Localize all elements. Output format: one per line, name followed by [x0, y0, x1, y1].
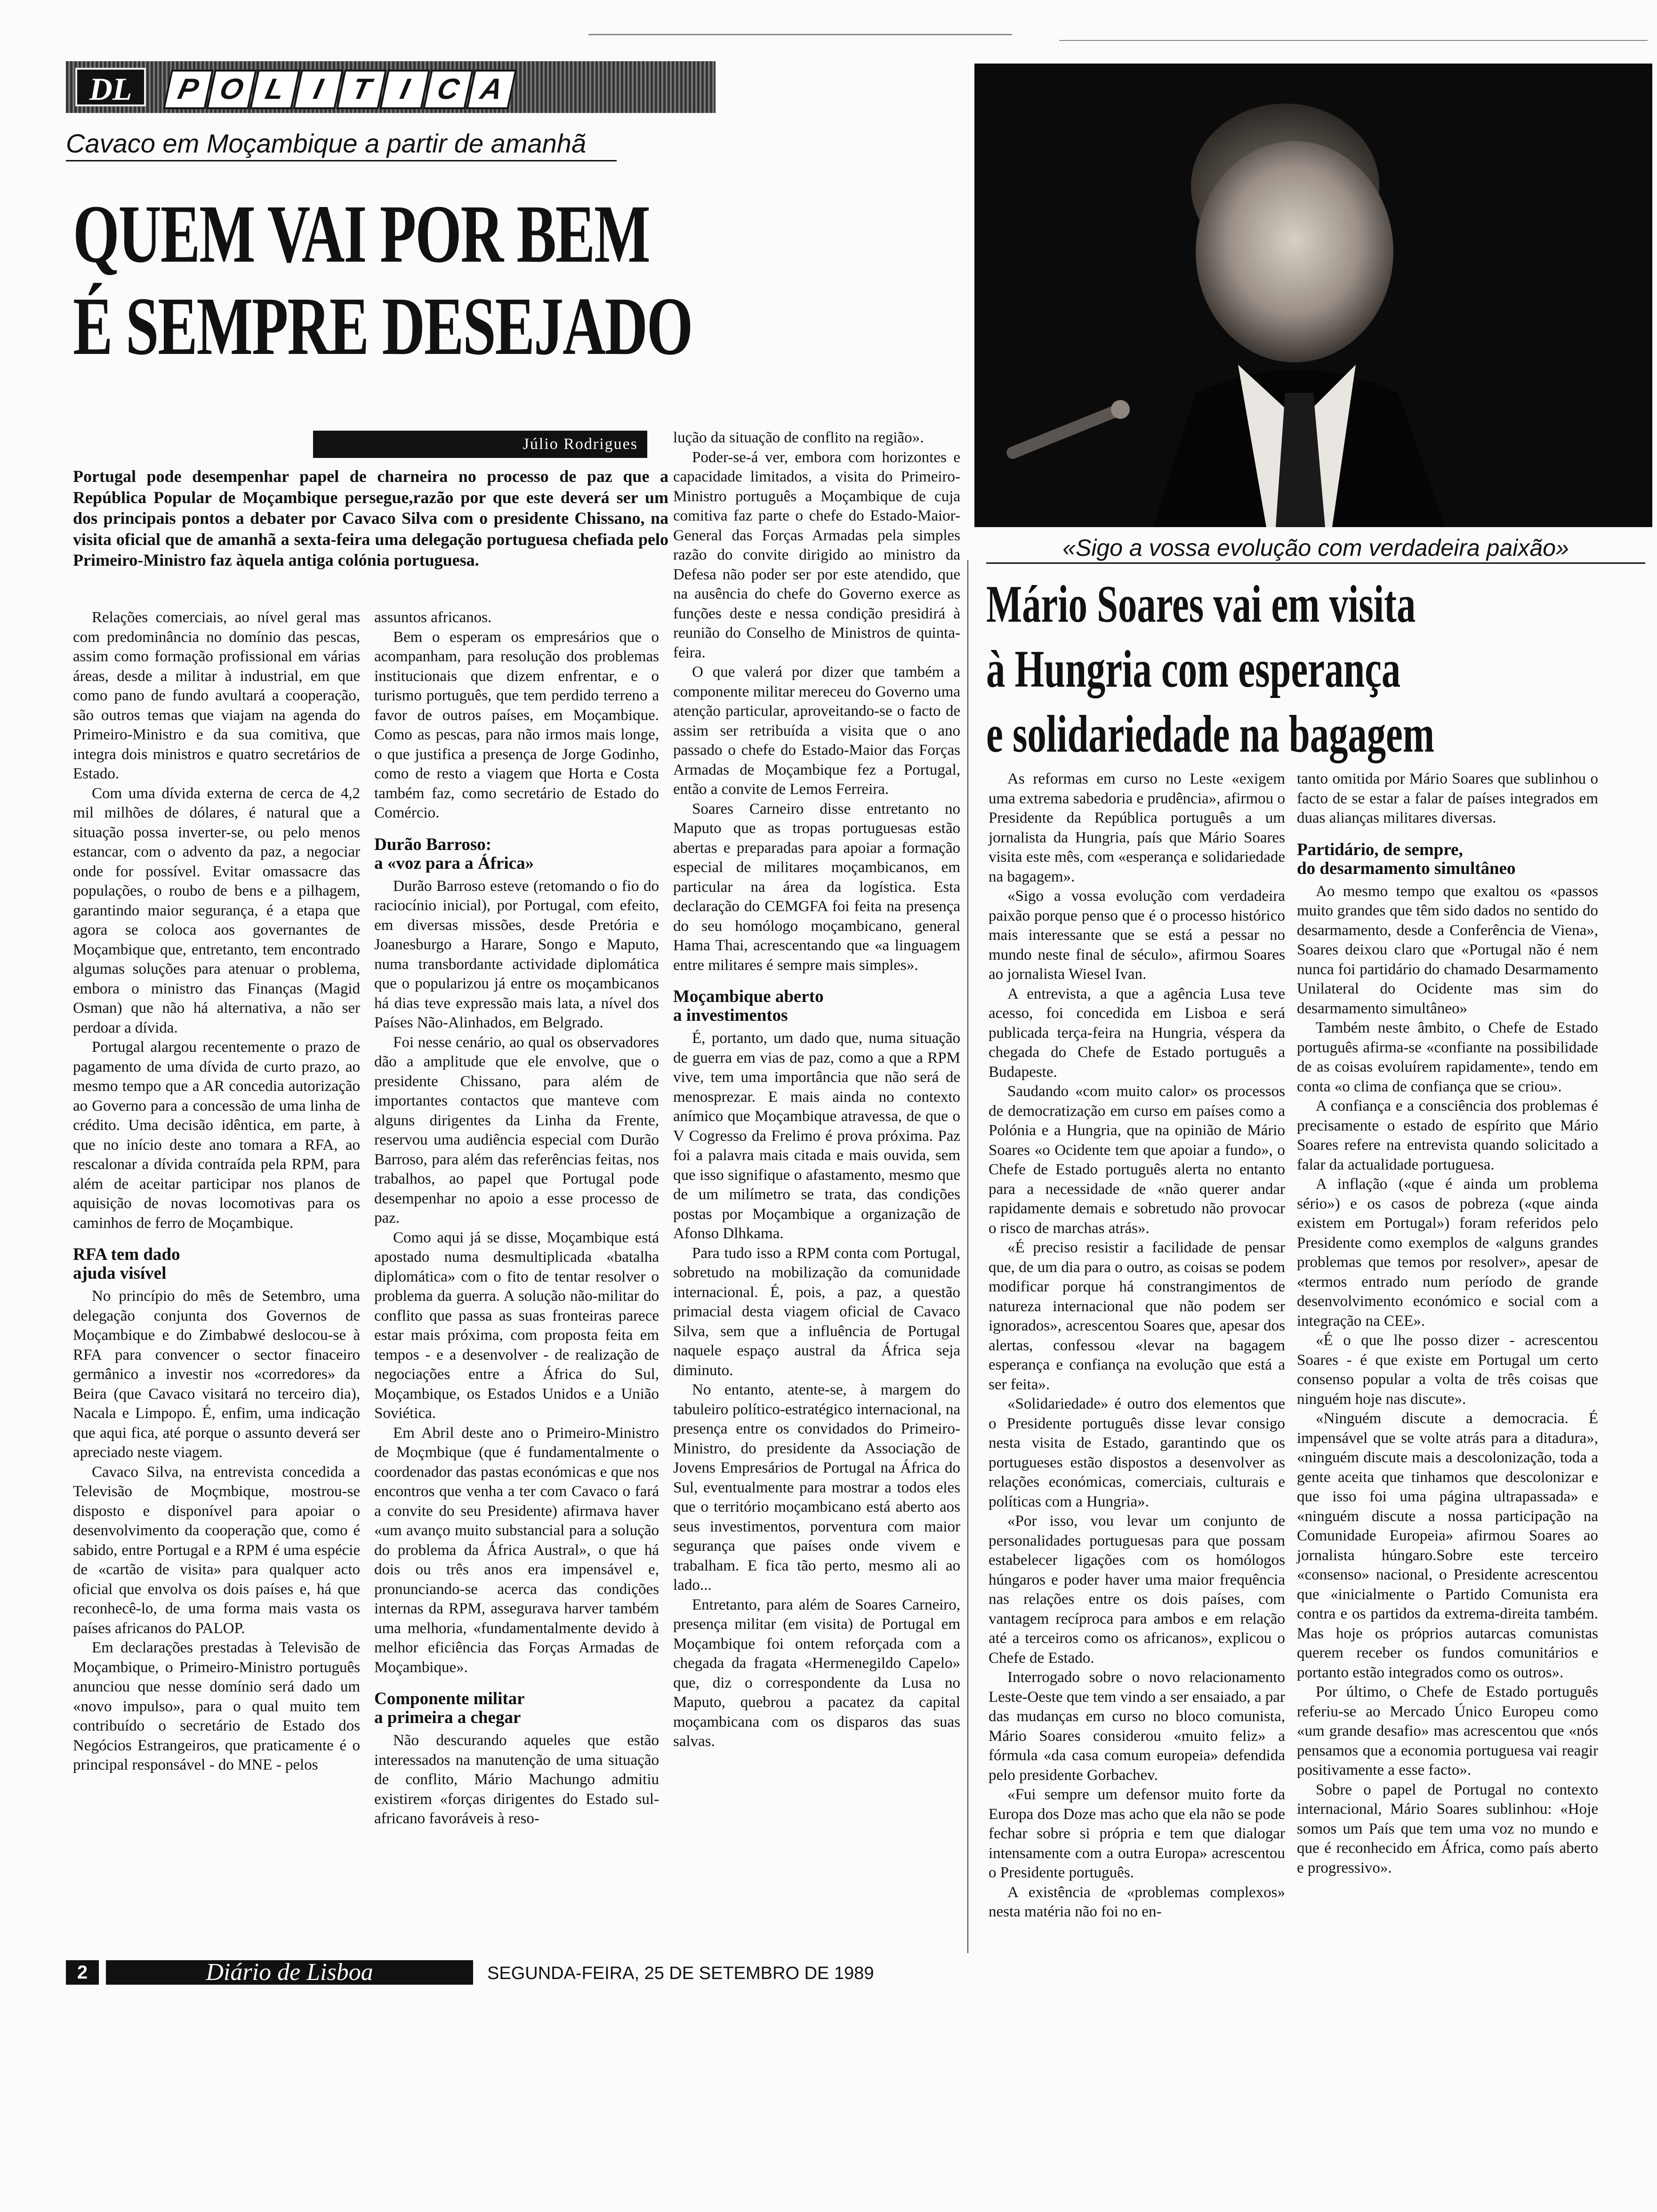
subheading-line: do desarmamento simultâneo — [1297, 858, 1516, 878]
subheading-line: Moçambique aberto — [673, 987, 824, 1006]
headline-line: QUEM VAI POR BEM — [73, 188, 650, 280]
subheading-line: a «voz para a África» — [374, 853, 534, 873]
page-footer — [66, 1959, 874, 1986]
paragraph: As reformas em curso no Leste «exigem uma extrema sabedoria e prudência», afirmou o Presidente da República português a um jornalista da Hungria, país que Mário Soares visita este mês, com «esperança e solidariedade na bagagem». — [989, 770, 1285, 885]
section-title — [167, 70, 514, 109]
paragraph: Sobre o papel de Portugal no contexto internacional, Mário Soares sublinhou: «Hoje somos um País que tem uma voz no mundo e que é reconhecido em África, como país aberto e progressivo». — [1297, 1781, 1598, 1876]
paragraph: Não descurando aqueles que estão interessados na manutenção de uma situação de conflito, Mário Machungo admitiu existirem «forças dirigentes do Estado sul-africano favoráveis à reso- — [374, 1732, 659, 1827]
paragraph: Poder-se-á ver, embora com horizontes e capacidade limitados, a visita do Primeiro-Ministro português a Moçambique de cuja comitiva faz parte o chefe do Estado-Maior-General das Forças Armadas pela simples razão do convite dirigido ao ministro da Defesa não poder ser por este atendido, que na ausência do chefe do Governo exerce as funções deste e nessa condição presidirá à reunião do Conselho de Ministros de quinta-feira. — [673, 449, 960, 661]
article-kicker: Cavaco em Moçambique a partir de amanhã — [66, 127, 617, 161]
paragraph: A entrevista, a que a agência Lusa teve acesso, foi concedida em Lisboa e será publicada terça-feira na Hungria, véspera da chegada do Chefe de Estado português a Budapeste. — [989, 985, 1285, 1081]
subheading — [374, 835, 659, 873]
paragraph: A existência de «problemas complexos» nesta matéria não foi no en- — [989, 1883, 1285, 1920]
section-letter: O — [206, 70, 257, 109]
paragraph: tanto omitida por Mário Soares que sublinhou o facto de se estar a falar de países integrados em duas alianças militares diversas. — [1297, 770, 1598, 826]
paragraph: Como aqui já se disse, Moçambique está apostado numa desmultiplicada «batalha diplomática» com o fito de tentar resolver o problema da guerra. A solução não-militar do conflito que passa as suas fronteiras parece estar mais próxima, com proposta feita em tempos - e a desenvolver - de realização de negociações entre a África do Sul, Moçambique, os Estados Unidos e a União Soviética. — [374, 1229, 659, 1422]
article1-column-3 — [673, 428, 960, 1752]
headline-line: e solidariedade na bagagem — [986, 705, 1435, 763]
paragraph: Saudando «com muito calor» os processos de democratização em curso em países como a Polónia e a Hungria, que na opinião de Mário Soares «o Ocidente tem que apoiar a fundo», o Chefe de Estado português alerta no entanto para a necessidade de «não querer andar rapidamente demais e sobretudo não provocar o risco de marchas atrás». — [989, 1083, 1285, 1237]
section-letter: I — [379, 70, 430, 109]
paragraph: Portugal alargou recentemente o prazo de pagamento de uma dívida de curto prazo, ao mesmo tempo que a AR concedia autorização ao Governo para a concessão de uma linha de crédito. Uma decisão idêntica, em parte, à que no início deste ano tomara a RFA, ao rescalonar a dívida contraída pela RPM, para além de aceitar participar nos planos de aquisição de novas locomotivas para os caminhos de ferro de Moçambique. — [73, 1039, 360, 1232]
paragraph: No princípio do mês de Setembro, uma delegação conjunta dos Governos de Moçambique e do Zimbabwé deslocou-se à RFA para convencer o sector finaceiro germânico a investir nos «corredores» da Beira (que Cavaco visitará no terceiro dia), Nacala e Limpopo. É, enfim, uma indicação que aqui fica, até porque o assunto deverá ser apreciado neste viagem. — [73, 1288, 360, 1461]
paragraph: assuntos africanos. — [374, 609, 492, 626]
section-logo: DL — [75, 68, 146, 106]
paragraph: «Solidariedade» é outro dos elementos que o Presidente português disse levar consigo nesta visita de Estado, garantindo que os portugueses estão dispostos a desenvolver as relações económicas, comerciais, culturais e políticas com a Hungria». — [989, 1395, 1285, 1510]
paragraph: Soares Carneiro disse entretanto no Maputo que as tropas portuguesas estão abertas e preparadas para apoiar a formação especial de militares moçambicanos, em particular na área da logística. Esta declaração do CEMGFA foi feita na presença do seu homólogo moçambicano, general Hama Thai, acrescentando que «a linguagem entre militares é sempre mais simples». — [673, 800, 960, 974]
subheading-line: a investimentos — [673, 1006, 788, 1025]
subheading — [374, 1690, 659, 1727]
paragraph: «Sigo a vossa evolução com verdadeira paixão porque penso que é o processo histórico mais interessante que se está a pessar no mundo neste final de século», afirmou Soares ao jornalista Wiesel Ivan. — [989, 888, 1285, 983]
paragraph: Bem o esperam os empresários que o acompanham, para resolução dos problemas institucionais que dizem enfrentar, e o turismo português, que tem perdido terreno a favor de outros países, em Moçambique. Como as pescas, para não irmos mais longe, o que justifica a presença de Jorge Godinho, como de resto a viagem que Horta e Costa também faz, como secretário de Estado do Comércio. — [374, 628, 659, 821]
subheading — [1297, 841, 1598, 878]
paragraph: «Por isso, vou levar um conjunto de personalidades portuguesas para que possam estabelecer ligações com os homólogos húngaros e poder haver uma maior frequência nas relações entre os dois países, com vantagem recíproca para ambos e em relação até a terceiros como os africanos», explicou o Chefe de Estado. — [989, 1513, 1285, 1667]
page-number: 2 — [66, 1960, 99, 1985]
issue-date: SEGUNDA-FEIRA, 25 DE SETEMBRO DE 1989 — [487, 1964, 874, 1983]
section-letter: L — [249, 70, 300, 109]
paragraph: «Ninguém discute a democracia. É impensável que se volte atrás para a ditadura», «ninguém discute mais a descolonização, toda a gente aceita que tinhamos que descolonizar e que isso foi uma página ultrapassada» e «ninguém discute a nossa participação na Comunidade Europeia» afirmou Soares ao jornalista húngaro.Sobre este terceiro «consenso» nacional, o Presidente acrescentou que «inicialmente o Partido Comunista era contra e os partidos da extrema-direita também. Mas hoje os próprios autarcas comunistas querem receber os fundos comunitários e portanto estão integrados como os outros». — [1297, 1410, 1598, 1681]
headline-line: Mário Soares vai em visita — [986, 575, 1416, 633]
paragraph: «Fui sempre um defensor muito forte da Europa dos Doze mas acho que ela não se pode fechar sobre si própria e tem que dialogar intensamente com a outra Europa» acrescentou o Presidente português. — [989, 1786, 1285, 1881]
subheading — [673, 987, 960, 1025]
article2-column-2 — [1297, 769, 1598, 1878]
paragraph: Interrogado sobre o novo relacionamento Leste-Oeste que tem vindo a ser ensaiado, a par das mudanças em curso no bloco comunista, Mário Soares considerou «muito feliz» a fórmula «da casa comum europeia» defendida pelo presidente Gorbachev. — [989, 1669, 1285, 1784]
subheading-line: RFA tem dado — [73, 1245, 180, 1264]
paragraph: Ao mesmo tempo que exaltou os «passos muito grandes que têm sido dados no sentido do desarmamento, desde a Conferência de Viena», Soares deixou claro que «Portugal não é nem nunca foi partidário do chamado Desarmamento Unilateral do Ocidente mas sim do desarmamento simultâneo» — [1297, 882, 1598, 1017]
paragraph: lução da situação de conflito na região». — [673, 429, 924, 446]
paragraph: É, portanto, um dado que, numa situação de guerra em vias de paz, como a que a RPM vive, tem uma importância que não será de menosprezar. E mais ainda no contexto anímico que Moçambique atravessa, de que o V Cogresso da Frelimo é prova próxima. Paz foi a palavra mais citada e mais ouvida, sem que isso signifique o afastamento, mesmo que de um milímetro se trata, das condições postas por Moçambique a organização de Afonso Dlhkama. — [673, 1030, 960, 1242]
photo-caption: «Sigo a vossa evolução com verdadeira paixão» — [986, 533, 1645, 564]
article-lead: Portugal pode desempenhar papel de charneira no processo de paz que a República Popular de Moçambique persegue,razão por que este deverá ser um dos principais pontos a debater por Cavaco Silva com o presidente Chissano, na visita oficial que de amanhã a sexta-feira uma delegação portuguesa chefiada pelo Primeiro-Ministro faz àquela antiga colónia portuguesa. — [73, 467, 668, 569]
paragraph: No entanto, atente-se, à margem do tabuleiro político-estratégico internacional, na presença entre os convidados do Primeiro-Ministro, do presidente da Associação de Jovens Empresários de Portugal na África do Sul, eventualmente para mostrar a todos eles que o território moçambicano está aberto aos seus investimentos, porventura com maior segurança que países onde vivem e trabalham. E fica tão perto, mesmo ali ao lado... — [673, 1381, 960, 1594]
byline: Júlio Rodrigues — [313, 431, 647, 458]
headline-line: É SEMPRE DESEJADO — [73, 281, 692, 372]
paragraph: Entretanto, para além de Soares Carneiro, presença militar (em visita) de Portugal em Moçambique foi ontem reforçada com a chegada da fragata «Hermenegildo Capelo» que, diz o correspondente da Lusa no Maputo, quebrou a pacatez da capital moçambicana com os disparos das suas salvas. — [673, 1596, 960, 1750]
section-letter: I — [293, 70, 344, 109]
scan-artifact — [1059, 40, 1648, 41]
section-letter: P — [163, 70, 214, 109]
article2-column-1 — [989, 769, 1285, 1922]
section-letter: A — [466, 70, 517, 109]
section-header — [66, 61, 716, 113]
paragraph: Relações comerciais, ao nível geral mas com predominância no domínio das pescas, assim como formação profissional em várias áreas, desde a militar à industrial, em que como pano de fundo avultará a cooperação, são outros temas que viajam na agenda do Primeiro-Ministro e da sua comitiva, que integra dois ministros e quatro secretários de Estado. — [73, 609, 360, 782]
scan-artifact — [588, 34, 1012, 35]
paragraph: O que valerá por dizer que também a componente militar mereceu do Governo uma atenção particular, aproveitando-se o facto de assim ser retribuída a visita que o ano passado o chefe do Estado-Maior das Forças Armadas de Moçambique fez a Portugal, então a convite de Lemos Ferreira. — [673, 664, 960, 798]
headline-line: à Hungria com esperança — [986, 640, 1401, 698]
paragraph: Em declarações prestadas à Televisão de Moçambique, o Primeiro-Ministro português anunciou que nesse domínio será dado um «novo impulso», para o qual muito tem contribuído o secretário de Estado dos Negócios Estrangeiros, que praticamente é o principal responsável - do MNE - pelos — [73, 1639, 360, 1773]
paragraph: Durão Barroso esteve (retomando o fio do raciocínio inicial), por Portugal, com efeito, em diversas missões, desde Pretória e Joanesburgo a Harare, Songo e Maputo, numa transbordante actividade diplomática que o popularizou já entre os moçambicanos há dias teve expressão mais lata, a nível dos Países Não-Alinhados, em Belgrado. — [374, 877, 659, 1031]
subheading-line: Partidário, de sempre, — [1297, 840, 1463, 859]
paragraph: Também neste âmbito, o Chefe de Estado português afirma-se «confiante na possibilidade de as coisas evoluírem rapidamente», tendo em conta «o clima de confiança que se criou». — [1297, 1019, 1598, 1095]
paragraph: Foi nesse cenário, ao qual os observadores dão a amplitude que ele envolve, que o presidente Chissano, para além de importantes contactos que manteve com alguns dirigentes da Linha da Frente, reservou uma audiência especial com Durão Barroso, para além das referências feitas, nos trabalhos, ao papel que Portugal pode desempenhar no apoio a esse processo de paz. — [374, 1034, 659, 1226]
section-letter: C — [423, 70, 474, 109]
article-headline — [73, 188, 692, 373]
subheading-line: Durão Barroso: — [374, 834, 492, 854]
paragraph: Com uma dívida externa de cerca de 4,2 mil milhões de dólares, é natural que a situação possa inverter-se, ou pelo menos estancar, com o advento da paz, a negociar onde for possível. Evitar omassacre das populações, o roubo de bens e a pilhagem, garantindo maior segurança, é a etapa que agora se coloca aos governantes de Moçambique que, entretanto, tem encontrado algumas soluções para atenuar o problema, embora o ministro das Finanças (Magid Osman) que não há alternativa, a não ser perdoar a dívida. — [73, 785, 360, 1036]
column-divider — [967, 560, 968, 1953]
subheading-line: Componente militar — [374, 1689, 525, 1708]
section-letter: T — [336, 70, 387, 109]
article1-column-1 — [73, 608, 360, 1775]
portrait-illustration — [974, 64, 1652, 527]
paragraph: Para tudo isso a RPM conta com Portugal, sobretudo na mobilização da comunidade internacional. É, pois, a paz, a questão primacial desta viagem oficial de Cavaco Silva, sem que a influência de Portugal naquele espaço austral da África seja diminuto. — [673, 1244, 960, 1379]
portrait-photo — [974, 64, 1652, 527]
subheading-line: ajuda visível — [73, 1264, 167, 1283]
paragraph: Cavaco Silva, na entrevista concedida a Televisão de Moçmbique, mostrou-se disposto e disponível para apoiar o desenvolvimento da cooperação que, como é sabido, entre Portugal e a RPM é uma espécie de «cartão de visita» para qualquer acto oficial que envolva os dois países e, há que reconhecê-lo, de uma forma mais vasta os países africanos do PALOP. — [73, 1463, 360, 1637]
article1-column-2 — [374, 608, 659, 1829]
paragraph: «É o que lhe posso dizer - acrescentou Soares - é que existe em Portugal um certo consenso popular a volta de três coisas que ninguém hoje nas discute». — [1297, 1332, 1598, 1408]
paragraph: «É preciso resistir a facilidade de pensar que, de um dia para o outro, as coisas se podem modificar porque há constrangimentos de natureza internacional que não podem ser ignorados», acrescentou Soares que, apesar dos alertas, confessou «levar na bagagem esperança e confiança na evolução que está a ser feita». — [989, 1239, 1285, 1393]
paragraph: Em Abril deste ano o Primeiro-Ministro de Moçmbique (que é fundamentalmente o coordenador das pastas económicas e que nos encontros que venha a ter com Cavaco o fará a convite do seu Presidente) afirmava haver «um avanço muito substancial para a solução do problema da África Austral», o que há dois ou três anos era impensável e, pronunciando-se acerca das condições internas da RPM, assegurava harver também uma melhoria, «fundamentalmente devido à melhor eficiência das Forças Armadas de Moçambique». — [374, 1424, 659, 1676]
subheading-line: a primeira a chegar — [374, 1708, 521, 1727]
paragraph: A confiança e a consciência dos problemas é precisamente o estado de espírito que Mário Soares refere na entrevista quando solicitado a falar da actualidade portuguesa. — [1297, 1098, 1598, 1173]
masthead: Diário de Lisboa — [106, 1960, 473, 1985]
subheading — [73, 1245, 360, 1283]
paragraph: Por último, o Chefe de Estado português referiu-se ao Mercado Único Europeu como «um grande desafio» mas acrescentou que «nós pensamos que a economia portuguesa vai reagir positivamente a esse facto». — [1297, 1683, 1598, 1779]
article2-headline — [986, 572, 1630, 767]
paragraph: A inflação («que é ainda um problema sério») e os casos de pobreza («que ainda existem em Portugal») foram referidos pelo Presidente como exemplos de «alguns grandes problemas que temos por resolver», apesar de «termos entrado num período de grande desenvolvimento económico e social com a integração na CEE». — [1297, 1176, 1598, 1330]
